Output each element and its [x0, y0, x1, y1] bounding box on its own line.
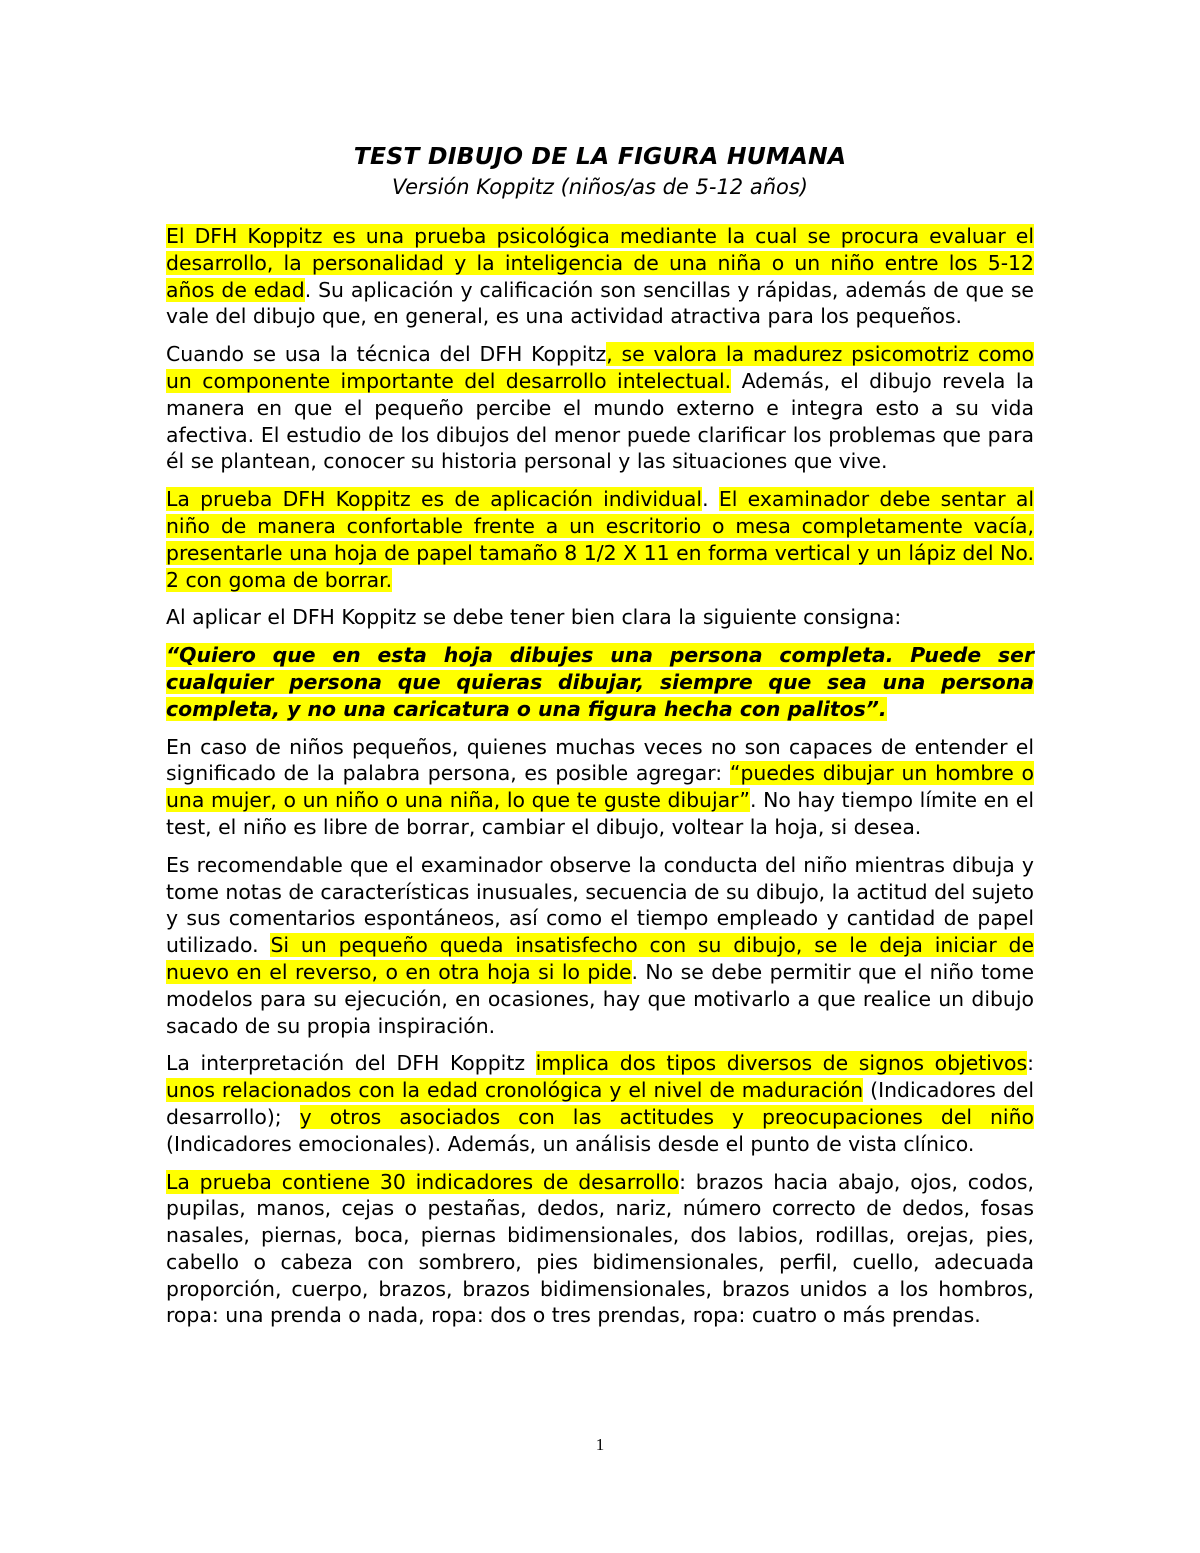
text-segment: : [1027, 1051, 1034, 1076]
paragraph-3 [166, 486, 1034, 593]
text-segment: . [702, 487, 719, 512]
text-segment: (Indicadores emocionales). Además, un análisis desde el punto de vista clínico. [166, 1131, 975, 1156]
document-title: TEST DIBUJO DE LA FIGURA HUMANA [353, 142, 847, 170]
paragraph-4 [166, 604, 1034, 631]
document-subtitle: Versión Koppitz (niños/as de 5-12 años) [391, 175, 808, 199]
text-segment: “puedes dibujar un hombre o una mujer, o un niño o una niña, lo que te guste dibujar” [166, 761, 1034, 813]
text-segment: . No hay tiempo límite en el test, el niño es libre de borrar, cambiar el dibujo, voltear la hoja, si desea. [166, 788, 1034, 839]
text-segment: , se valora la madurez psicomotriz como un componente importante del desarrollo intelectual. [166, 342, 1034, 393]
paragraph-6 [166, 734, 1034, 841]
paragraph-2 [166, 341, 1034, 475]
paragraph-1 [166, 223, 1034, 330]
document-body [166, 223, 1034, 1340]
paragraph-9 [166, 1169, 1034, 1330]
text-segment: y otros asociados con las actitudes y preocupaciones del niño [299, 1104, 1034, 1129]
text-segment: La interpretación del DFH Koppitz [166, 1051, 536, 1076]
text-segment: Además, el dibujo revela la manera en que el pequeño percibe el mundo externo e integra esto a su vida afectiva. El estudio de los dibujos del menor puede clarificar los problemas que para él se plantean, conocer su historia personal y las situaciones que vive. [166, 368, 1034, 474]
text-segment: Si un pequeño queda insatisfecho con su dibujo, se le deja iniciar de nuevo en el reverso, o en otra hoja si lo pide [166, 933, 1035, 984]
text-segment: La prueba contiene 30 indicadores de desarrollo [166, 1169, 680, 1194]
paragraph-8 [166, 1050, 1034, 1157]
text-segment: Al aplicar el DFH Koppitz se debe tener bien clara la siguiente consigna: [166, 605, 902, 630]
text-segment: La prueba DFH Koppitz es de aplicación individual [166, 487, 703, 512]
text-segment: : brazos hacia abajo, ojos, codos, pupilas, manos, cejas o pestañas, dedos, nariz, número correcto de dedos, fosas nasales, piernas, boca, piernas bidimensionales, dos labios, rodillas, orejas, pies, cabello o cabeza con sombrero, pies bidimensionales, perfil, cuello, adecuada proporción, cuerpo, brazos, brazos bidimensionales, brazos unidos a los hombros, ropa: una prenda o nada, ropa: dos o tres prendas, ropa: cuatro o más prendas. [166, 1169, 1034, 1328]
page-number: 1 [595, 1435, 605, 1454]
text-segment: Cuando se usa la técnica del DFH Koppitz [166, 342, 607, 367]
text-segment: (Indicadores del desarrollo); [166, 1078, 1034, 1129]
text-segment: . No se debe permitir que el niño tome modelos para su ejecución, en ocasiones, hay que motivarlo a que realice un dibujo sacado de su propia inspiración. [166, 959, 1034, 1038]
text-segment: El DFH Koppitz es una prueba psicológica mediante la cual se procura evaluar el desarrollo, la personalidad y la inteligencia de una niña o un niño entre los 5-12 años de edad [166, 224, 1034, 302]
text-segment: implica dos tipos diversos de signos objetivos [535, 1051, 1028, 1076]
text-segment: El examinador debe sentar al niño de manera confortable frente a un escritorio o mesa completamente vacía, presentarle una hoja de papel tamaño 8 1/2 X 11 en forma vertical y un lápiz del No. 2 con goma de borrar. [166, 487, 1035, 592]
text-segment: . Su aplicación y calificación son sencillas y rápidas, además de que se vale del dibujo que, en general, es una actividad atractiva para los pequeños. [166, 277, 1034, 329]
text-segment: En caso de niños pequeños, quienes muchas veces no son capaces de entender el significado de la palabra persona, es posible agregar: [166, 734, 1034, 786]
instruction-quote [166, 642, 1034, 722]
text-segment: Es recomendable que el examinador observe la conducta del niño mientras dibuja y tome notas de características inusuales, secuencia de su dibujo, la actitud del sujeto y sus comentarios espontáneos, así como el tiempo empleado y cantidad de papel utilizado. [166, 852, 1034, 958]
paragraph-7 [166, 852, 1034, 1040]
text-segment: unos relacionados con la edad cronológica y el nivel de maduración [166, 1078, 864, 1103]
text-segment: “Quiero que en esta hoja dibujes una persona completa. Puede ser cualquier persona que quieras dibujar, siempre que sea una persona completa, y no una caricatura o una figura hecha con palitos”. [166, 643, 1034, 721]
